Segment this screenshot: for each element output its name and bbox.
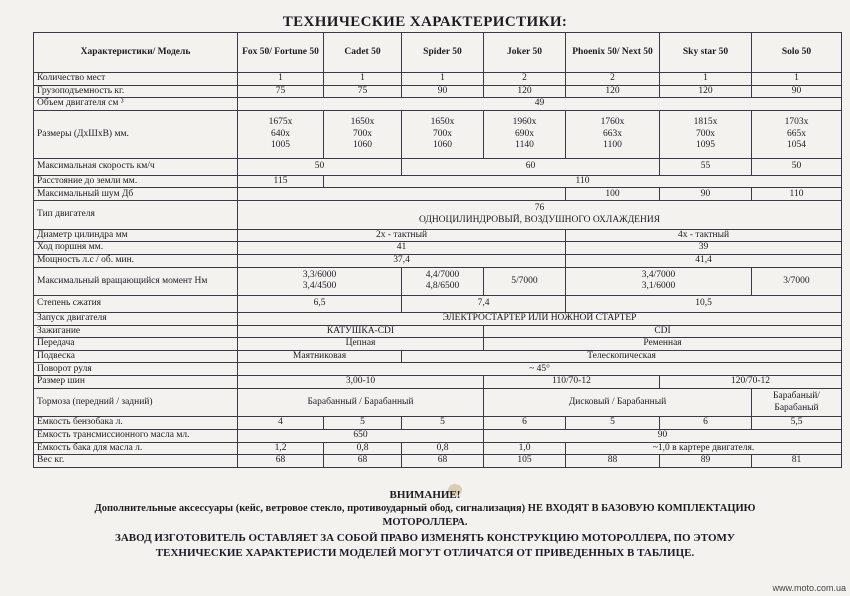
row-label: Максимальная скорость км/ч <box>34 158 238 175</box>
model-fox: Fox 50/ Fortune 50 <box>238 33 324 73</box>
table-cell: 50 <box>238 158 402 175</box>
table-row <box>34 325 842 338</box>
table-cell: 120 <box>566 85 660 98</box>
table-row <box>34 417 842 430</box>
table-cell: 41,4 <box>566 254 842 267</box>
row-label: Запуск двигателя <box>34 312 238 325</box>
table-cell: Цепная <box>238 338 484 351</box>
table-row <box>34 350 842 363</box>
table-cell: 0,8 <box>324 442 402 455</box>
table-row <box>34 296 842 313</box>
table-cell: 110 <box>752 188 842 201</box>
table-cell: 105 <box>484 455 566 468</box>
row-label: Подвеска <box>34 350 238 363</box>
row-label: Емкость бензобака л. <box>34 417 238 430</box>
row-label: Степень сжатия <box>34 296 238 313</box>
table-row <box>34 429 842 442</box>
table-cell: 1 <box>660 73 752 86</box>
model-joker: Joker 50 <box>484 33 566 73</box>
row-label: Расстояние до земли мм. <box>34 175 238 188</box>
notice-manufacturer: ЗАВОД ИЗГОТОВИТЕЛЬ ОСТАВЛЯЕТ ЗА СОБОЙ ПРАВО ИЗМЕНЯТЬ КОНСТРУКЦИЮ МОТОРОЛЛЕРА, ПО ЭТОМУ ТЕХНИЧЕСКИЕ ХАРАКТЕРИСТИ МОДЕЛЕЙ МОГУТ ОТЛИЧАТСЯ ОТ ПРИВЕДЕННЫХ В ТАБЛИЦЕ. <box>115 532 735 559</box>
row-label: Передача <box>34 338 238 351</box>
table-cell: 100 <box>566 188 660 201</box>
table-row <box>34 98 842 111</box>
table-cell: 650 <box>238 429 484 442</box>
table-cell: 3/7000 <box>752 267 842 296</box>
table-row <box>34 73 842 86</box>
table-row <box>34 188 842 201</box>
table-cell: Дисковый / Барабанный <box>484 388 752 417</box>
row-label: Емкость трансмиссионного масла мл. <box>34 429 238 442</box>
notice-accessories: Дополнительные аксессуары (кейс, ветровое стекло, противоударный обод, сигнализация) НЕ ВХОДЯТ В БАЗОВУЮ КОМПЛЕКТАЦИЮ МОТОРОЛЛЕРА. <box>94 503 756 529</box>
table-row <box>34 229 842 242</box>
table-cell: 4 <box>238 417 324 430</box>
table-cell: 5,5 <box>752 417 842 430</box>
table-cell: Ременная <box>484 338 842 351</box>
table-cell: 1 <box>324 73 402 86</box>
table-cell: 4х - тактный <box>566 229 842 242</box>
row-label: Максимальный вращающийся момент Нм <box>34 267 238 296</box>
table-row <box>34 85 842 98</box>
table-cell: 3,00-10 <box>238 376 484 389</box>
table-cell: 5 <box>566 417 660 430</box>
table-cell: 6 <box>660 417 752 430</box>
table-cell: 110/70-12 <box>484 376 660 389</box>
table-cell: Барабаный/ Барабаный <box>752 388 842 417</box>
table-cell: 88 <box>566 455 660 468</box>
dimension-cell: 1960x 690x 1140 <box>484 110 566 158</box>
table-cell: 76 ОДНОЦИЛИНДРОВЫЙ, ВОЗДУШНОГО ОХЛАЖДЕНИЯ <box>238 201 842 230</box>
table-row <box>34 363 842 376</box>
row-label: Тормоза (передний / задний) <box>34 388 238 417</box>
table-row <box>34 201 842 230</box>
row-label: Количество мест <box>34 73 238 86</box>
dimension-cell: 1760x 663x 1100 <box>566 110 660 158</box>
table-cell: 60 <box>402 158 660 175</box>
table-cell: 7,4 <box>402 296 566 313</box>
table-cell: 6,5 <box>238 296 402 313</box>
table-cell: Барабанный / Барабанный <box>238 388 484 417</box>
table-cell: 1,2 <box>238 442 324 455</box>
table-cell: CDI <box>484 325 842 338</box>
row-label: Размер шин <box>34 376 238 389</box>
table-cell: 90 <box>660 188 752 201</box>
table-cell: 3,3/6000 3,4/4500 <box>238 267 402 296</box>
table-row <box>34 242 842 255</box>
row-label: Мощность л.с / об. мин. <box>34 254 238 267</box>
table-cell: 10,5 <box>566 296 842 313</box>
row-label: Размеры (ДхШхВ) мм. <box>34 110 238 158</box>
table-cell: 41 <box>238 242 566 255</box>
table-cell: 2х - тактный <box>238 229 566 242</box>
table-cell: 75 <box>238 85 324 98</box>
row-label: Ход поршня мм. <box>34 242 238 255</box>
model-solo: Solo 50 <box>752 33 842 73</box>
table-cell: 55 <box>660 158 752 175</box>
row-label: Объем двигателя см ³ <box>34 98 238 111</box>
table-cell: 37,4 <box>238 254 566 267</box>
table-row <box>34 442 842 455</box>
notice-heading: ВНИМАНИЕ! <box>389 489 461 501</box>
table-cell: 89 <box>660 455 752 468</box>
table-cell: 5/7000 <box>484 267 566 296</box>
table-cell: 39 <box>566 242 842 255</box>
table-row <box>34 254 842 267</box>
table-cell: 1 <box>238 73 324 86</box>
table-cell: 90 <box>484 429 842 442</box>
model-skystar: Sky star 50 <box>660 33 752 73</box>
table-cell: 68 <box>402 455 484 468</box>
table-cell: 68 <box>238 455 324 468</box>
dimension-cell: 1703x 665x 1054 <box>752 110 842 158</box>
table-row <box>34 110 842 158</box>
row-label: Зажигание <box>34 325 238 338</box>
table-cell: 5 <box>324 417 402 430</box>
table-cell: 5 <box>402 417 484 430</box>
row-label: Максимальный шум Дб <box>34 188 238 201</box>
table-cell: Телескопическая <box>402 350 842 363</box>
spec-table <box>33 32 842 468</box>
header-label: Характеристики/ Модель <box>34 33 238 73</box>
model-spider: Spider 50 <box>402 33 484 73</box>
row-label: Диаметр цилиндра мм <box>34 229 238 242</box>
table-cell: Маятниковая <box>238 350 402 363</box>
row-label: Поворот руля <box>34 363 238 376</box>
table-cell: 3,4/7000 3,1/6000 <box>566 267 752 296</box>
row-label: Тип двигателя <box>34 201 238 230</box>
table-row <box>34 376 842 389</box>
table-row <box>34 388 842 417</box>
table-cell: 81 <box>752 455 842 468</box>
table-cell: 2 <box>566 73 660 86</box>
dimension-cell: 1675x 640x 1005 <box>238 110 324 158</box>
table-cell: ~1,0 в картере двигателя. <box>566 442 842 455</box>
table-cell: ~ 45° <box>238 363 842 376</box>
row-label: Вес кг. <box>34 455 238 468</box>
table-cell: КАТУШКА-CDI <box>238 325 484 338</box>
table-cell: 4,4/7000 4,8/6500 <box>402 267 484 296</box>
table-cell: 6 <box>484 417 566 430</box>
table-row <box>34 338 842 351</box>
table-cell: 1 <box>402 73 484 86</box>
table-cell: 50 <box>752 158 842 175</box>
dimension-cell: 1650x 700x 1060 <box>324 110 402 158</box>
table-cell: 49 <box>238 98 842 111</box>
table-cell: 1,0 <box>484 442 566 455</box>
table-cell: 1 <box>752 73 842 86</box>
table-cell: 2 <box>484 73 566 86</box>
table-cell: 75 <box>324 85 402 98</box>
page-title: ТЕХНИЧЕСКИЕ ХАРАКТЕРИСТИКИ: <box>282 14 568 30</box>
table-cell: 120 <box>484 85 566 98</box>
table-cell: ЭЛЕКТРОСТАРТЕР ИЛИ НОЖНОЙ СТАРТЕР <box>238 312 842 325</box>
table-row <box>34 267 842 296</box>
table-cell: 68 <box>324 455 402 468</box>
row-label: Емкость бака для масла л. <box>34 442 238 455</box>
table-row <box>34 175 842 188</box>
table-cell: 90 <box>402 85 484 98</box>
dimension-cell: 1650x 700x 1060 <box>402 110 484 158</box>
table-row <box>34 312 842 325</box>
table-cell: 90 <box>752 85 842 98</box>
table-cell: 110 <box>324 175 842 188</box>
model-cadet: Cadet 50 <box>324 33 402 73</box>
table-row <box>34 158 842 175</box>
dimension-cell: 1815x 700x 1095 <box>660 110 752 158</box>
table-cell: 120 <box>660 85 752 98</box>
table-cell: 115 <box>238 175 324 188</box>
table-cell: 120/70-12 <box>660 376 842 389</box>
header-row <box>34 33 842 73</box>
source-watermark: www.moto.com.ua <box>772 583 846 593</box>
table-row <box>34 455 842 468</box>
model-phoenix: Phoenix 50/ Next 50 <box>566 33 660 73</box>
table-cell: 0,8 <box>402 442 484 455</box>
row-label: Грузоподъемность кг. <box>34 85 238 98</box>
